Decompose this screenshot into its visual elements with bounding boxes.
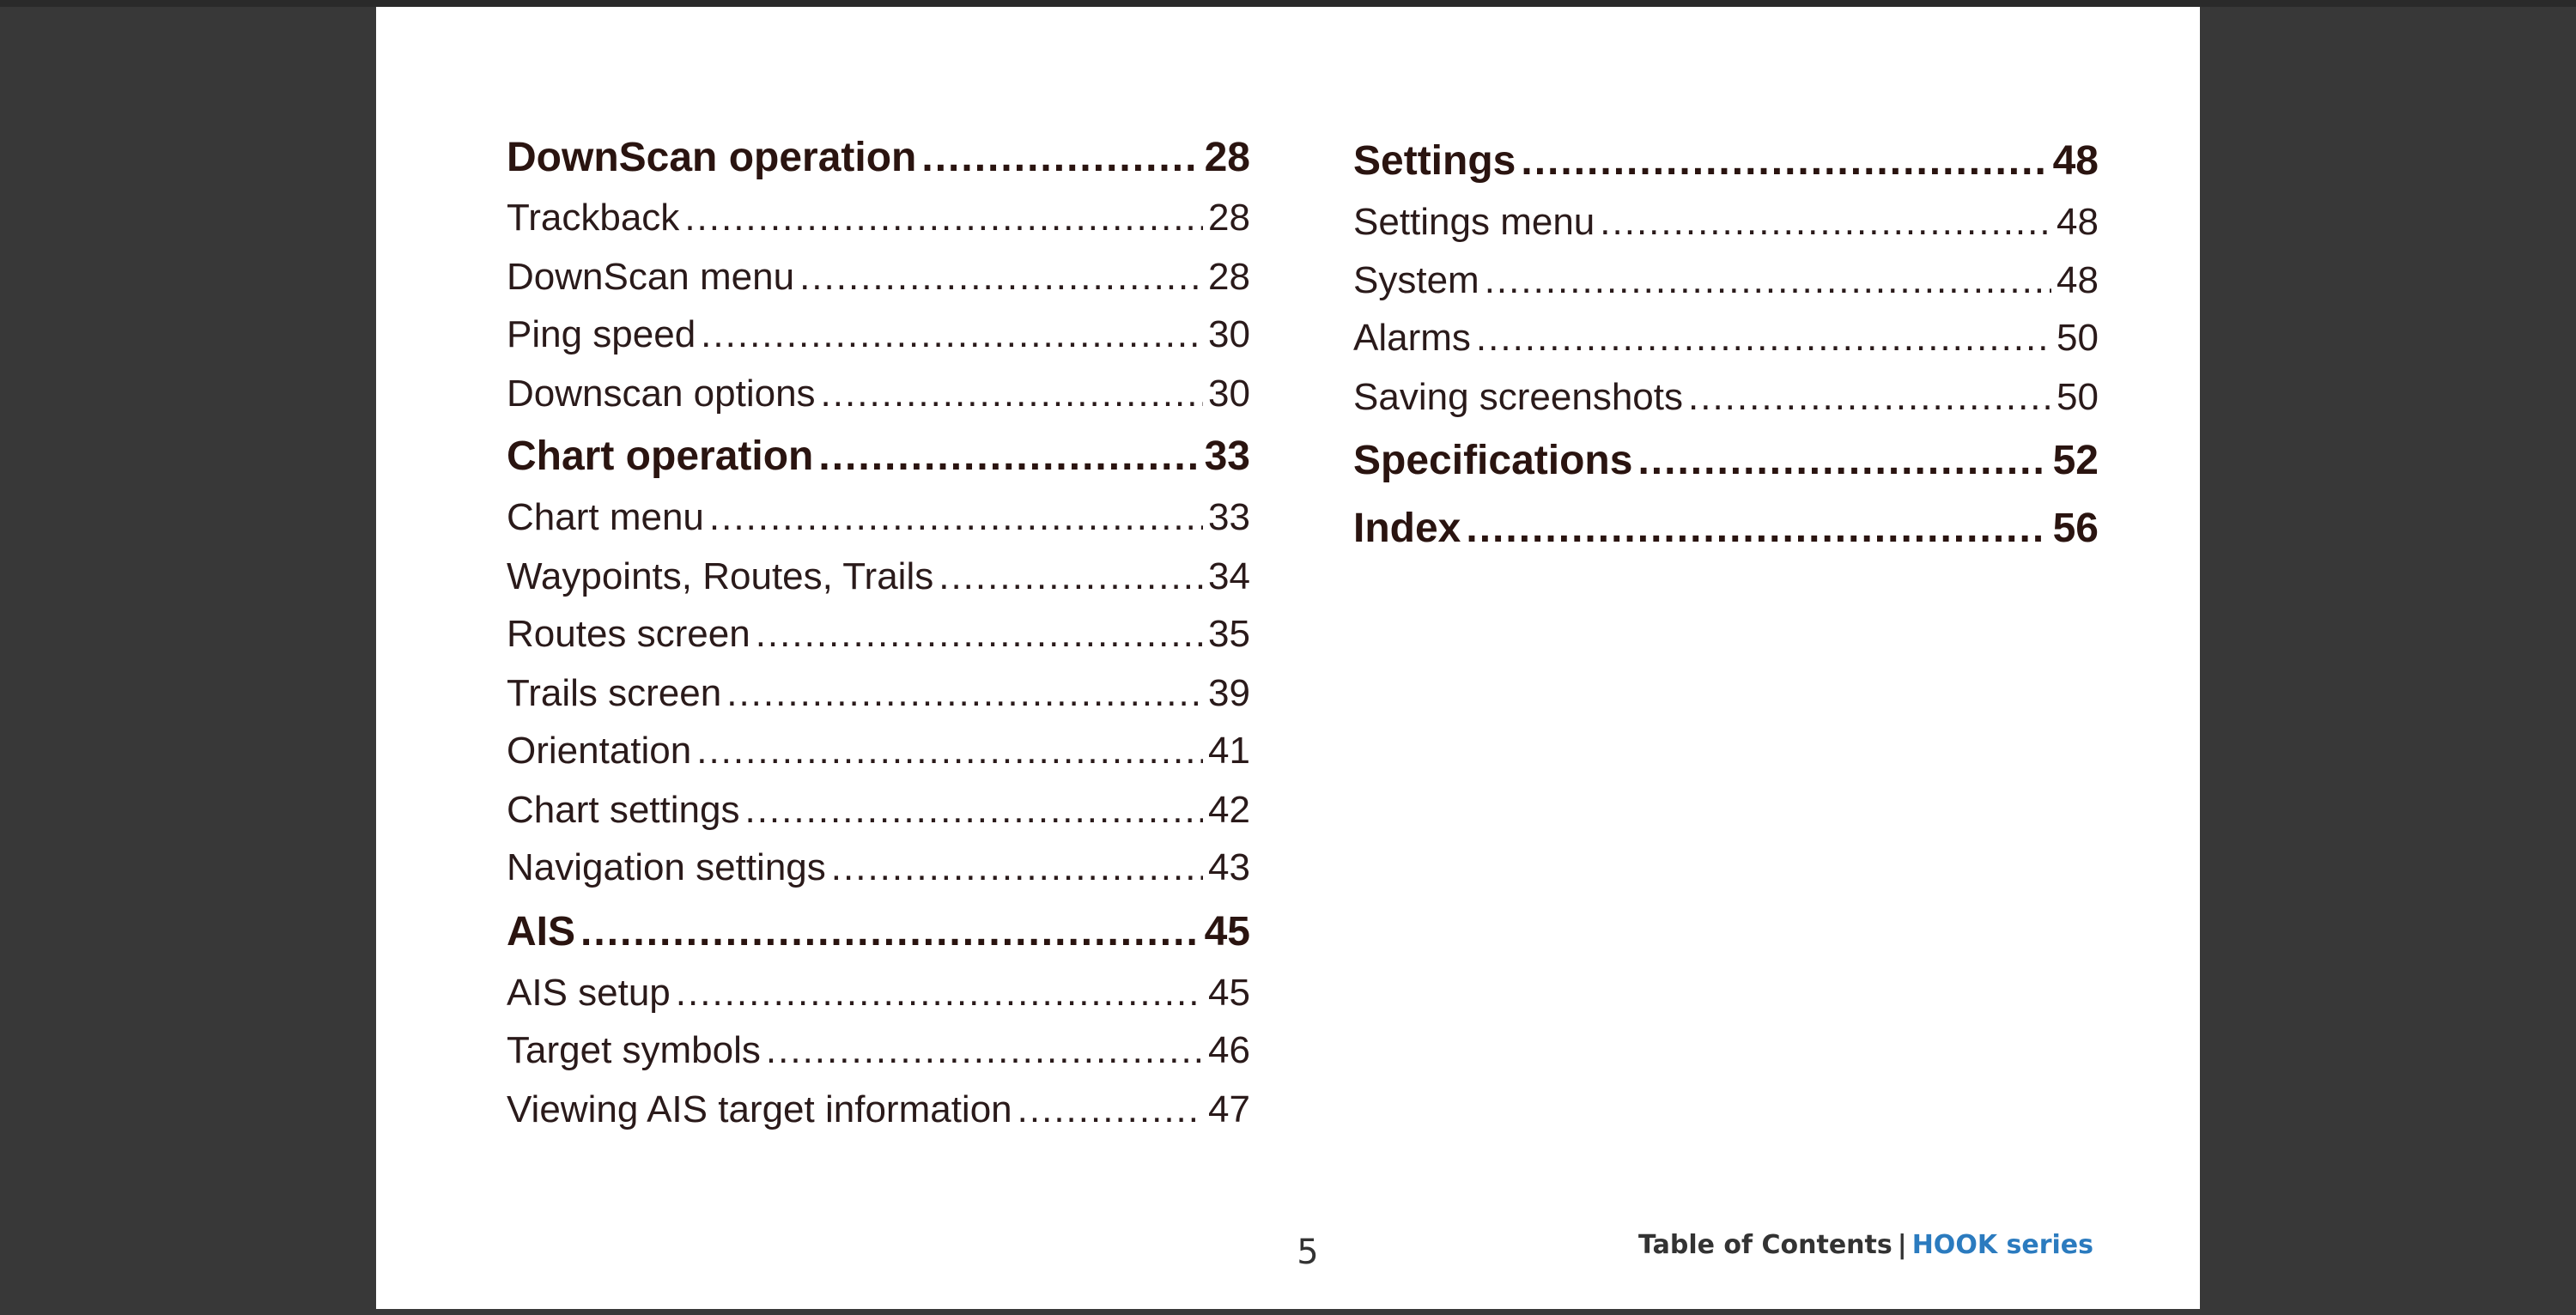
toc-leader-dots [831, 846, 1203, 889]
toc-leader-dots [1466, 505, 2047, 552]
toc-entry-title: Orientation [507, 730, 692, 772]
toc-leader-dots [726, 672, 1203, 715]
toc-entry-page: 56 [2052, 506, 2099, 551]
toc-entry-title: Trackback [507, 197, 680, 239]
toc-entry-page: 39 [1208, 672, 1250, 714]
toc-leader-dots [1521, 137, 2047, 185]
toc-entry[interactable] [507, 496, 1250, 539]
toc-entry-title: Downscan options [507, 373, 816, 415]
toc-leader-dots [921, 134, 1199, 181]
toc-leader-dots [799, 256, 1203, 299]
toc-entry-page: 48 [2057, 201, 2099, 243]
toc-entry[interactable] [1353, 317, 2099, 360]
toc-entry-page: 48 [2057, 259, 2099, 301]
toc-entry-page: 28 [1208, 256, 1250, 298]
toc-entry-page: 43 [1208, 846, 1250, 888]
toc-entry-title: System [1353, 259, 1479, 301]
toc-entry-page: 52 [2052, 438, 2099, 483]
toc-leader-dots [744, 789, 1203, 832]
toc-entry-title: Chart menu [507, 496, 704, 538]
toc-entry[interactable] [507, 256, 1250, 299]
toc-entry-title: Alarms [1353, 317, 1471, 359]
toc-entry-page: 50 [2057, 317, 2099, 359]
toc-entry-title: Settings menu [1353, 201, 1595, 243]
toc-entry-title: Trails screen [507, 672, 722, 714]
toc-leader-dots [766, 1029, 1203, 1072]
toc-entry-page: 46 [1208, 1029, 1250, 1071]
toc-entry[interactable] [507, 134, 1250, 181]
toc-leader-dots [1476, 317, 2051, 360]
toc-leader-dots [1018, 1088, 1203, 1131]
toc-entry-title: Waypoints, Routes, Trails [507, 555, 934, 597]
toc-leader-dots [818, 433, 1199, 480]
toc-entry[interactable] [507, 555, 1250, 598]
toc-entry[interactable] [1353, 201, 2099, 244]
document-page [376, 7, 2200, 1309]
toc-entry-title: Chart settings [507, 789, 740, 831]
toc-entry-page: 34 [1208, 555, 1250, 597]
toc-leader-dots [696, 730, 1203, 773]
toc-entry-page: 47 [1208, 1088, 1250, 1130]
toc-entry-title: Navigation settings [507, 846, 826, 888]
toc-entry[interactable] [507, 197, 1250, 239]
toc-leader-dots [709, 496, 1203, 539]
toc-entry[interactable] [1353, 259, 2099, 302]
toc-leader-dots [1637, 437, 2047, 484]
toc-entry-page: 30 [1208, 313, 1250, 355]
toc-entry-title: Specifications [1353, 438, 1633, 483]
toc-entry-title: DownScan menu [507, 256, 795, 298]
toc-entry-page: 35 [1208, 613, 1250, 655]
toc-entry-page: 28 [1208, 197, 1250, 239]
toc-leader-dots [684, 197, 1203, 239]
toc-entry-title: DownScan operation [507, 135, 917, 180]
toc-entry-title: AIS setup [507, 972, 671, 1014]
toc-leader-dots [821, 373, 1204, 415]
toc-leader-dots [756, 613, 1203, 656]
toc-entry[interactable] [507, 1029, 1250, 1072]
toc-entry-title: Chart operation [507, 433, 814, 479]
page-footer [1638, 1230, 2093, 1260]
toc-entry[interactable] [507, 908, 1250, 955]
toc-entry[interactable] [1353, 505, 2099, 552]
toc-entry-page: 33 [1204, 433, 1250, 479]
toc-entry-page: 45 [1208, 972, 1250, 1014]
toc-entry[interactable] [1353, 137, 2099, 185]
toc-entry-page: 48 [2052, 138, 2099, 184]
toc-entry[interactable] [507, 972, 1250, 1015]
toc-entry-title: Ping speed [507, 313, 696, 355]
page-number: 5 [1297, 1233, 1319, 1272]
toc-entry[interactable] [507, 373, 1250, 415]
toc-entry-page: 42 [1208, 789, 1250, 831]
toc-leader-dots [676, 972, 1203, 1015]
toc-entry-title: Index [1353, 506, 1461, 551]
toc-entry[interactable] [507, 730, 1250, 773]
toc-entry-page: 33 [1208, 496, 1250, 538]
toc-entry[interactable] [507, 672, 1250, 715]
toc-entry[interactable] [507, 313, 1250, 356]
toc-entry-title: AIS [507, 909, 576, 954]
toc-entry-page: 28 [1204, 135, 1250, 180]
toc-entry-title: Target symbols [507, 1029, 761, 1071]
toc-entry-title: Settings [1353, 138, 1516, 184]
toc-entry-page: 45 [1204, 909, 1250, 954]
toc-leader-dots [580, 908, 1200, 955]
viewer-top-bar [0, 0, 2576, 7]
toc-entry-page: 50 [2057, 376, 2099, 418]
footer-separator: | [1897, 1230, 1907, 1260]
toc-entry-page: 30 [1208, 373, 1250, 415]
toc-entry[interactable] [1353, 376, 2099, 419]
toc-entry-page: 41 [1208, 730, 1250, 772]
toc-entry-title: Routes screen [507, 613, 750, 655]
toc-entry[interactable] [507, 433, 1250, 480]
toc-leader-dots [939, 555, 1203, 598]
toc-entry[interactable] [507, 613, 1250, 656]
toc-entry-title: Viewing AIS target information [507, 1088, 1012, 1130]
toc-leader-dots [1600, 201, 2051, 244]
toc-entry[interactable] [507, 1088, 1250, 1131]
toc-leader-dots [701, 313, 1203, 356]
toc-entry[interactable] [507, 789, 1250, 832]
toc-entry[interactable] [507, 846, 1250, 889]
toc-entry-title: Saving screenshots [1353, 376, 1683, 418]
footer-section-label: Table of Contents [1638, 1230, 1893, 1260]
toc-entry[interactable] [1353, 437, 2099, 484]
toc-leader-dots [1688, 376, 2051, 419]
toc-leader-dots [1485, 259, 2051, 302]
footer-series-label: HOOK series [1911, 1230, 2093, 1260]
